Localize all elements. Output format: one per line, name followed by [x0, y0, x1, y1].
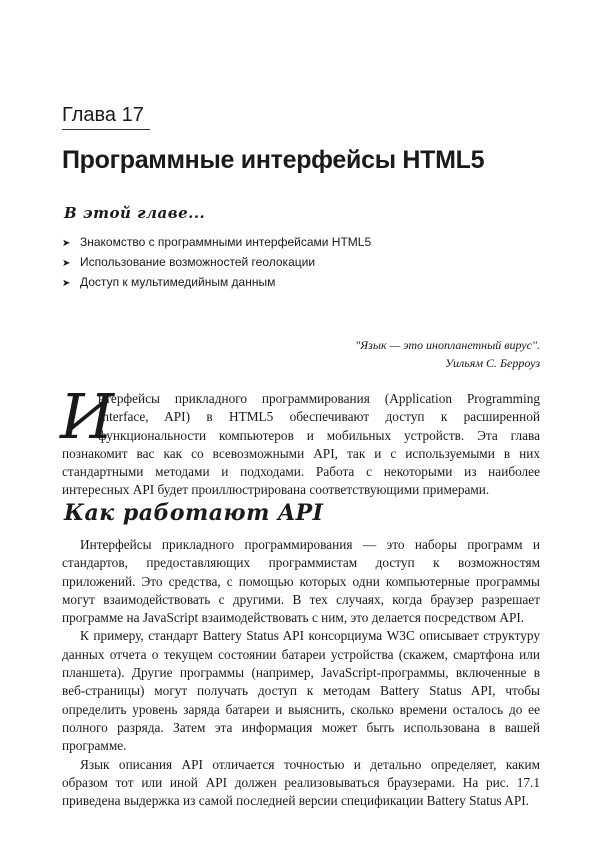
in-chapter-heading: В этой главе... — [64, 204, 206, 222]
epigraph-quote: "Язык — это инопланетный вирус". — [355, 338, 540, 352]
paragraph: К примеру, стандарт Battery Status API консорциума W3C описывает структуру данных отчета о текущем состоянии батареи устройства (скажем, смартфона или планшета). Другие программы (например, JavaScript-программы, включенные в веб-страницы) могут получать доступ к методам Battery Status API, чтобы определить уровень заряда батареи и выяснить, сколько времени осталось до ее полного разряда. Затем эта информация может быть использована в вашей программе. — [62, 628, 540, 754]
chapter-label: Глава 17 — [62, 104, 150, 130]
list-item — [62, 252, 371, 272]
chapter-title: Программные интерфейсы HTML5 — [62, 146, 485, 174]
list-item-text: Использование возможностей геолокации — [80, 255, 316, 269]
arrow-bullet-icon: ➤ — [62, 258, 71, 269]
paragraph: Язык описания API отличается точностью и детально определяет, каким образом тот или иной API должен реализовываться браузерами. На рис. 17.1 приведена выдержка из самой последней версии спецификации Battery Status API. — [62, 756, 540, 809]
intro-paragraph — [60, 380, 540, 500]
list-item — [62, 232, 371, 252]
chapter-topics-list — [62, 232, 371, 292]
arrow-bullet-icon: ➤ — [62, 238, 71, 249]
epigraph-author: Уильям С. Берроуз — [445, 356, 540, 370]
paragraph: Интерфейсы прикладного программирования — это наборы программ и стандартов, предоставляющих программистам доступ к возможностям приложений. Это средства, с помощью которых одни компьютерные программы могут взаимодействовать с другими. В тех случаях, когда браузер разрешает программе на JavaScript взаимодействовать с ним, это делается посредством API. — [62, 537, 540, 626]
list-item — [62, 272, 371, 292]
list-item-text: Доступ к мультимедийным данным — [80, 275, 276, 289]
drop-cap: И — [60, 380, 115, 453]
epigraph — [355, 336, 540, 372]
arrow-bullet-icon: ➤ — [62, 278, 71, 289]
section-heading: Как работают API — [64, 500, 324, 526]
list-item-text: Знакомство с программными интерфейсами HTML5 — [80, 235, 372, 249]
section-body — [62, 536, 540, 810]
intro-text: нтерфейсы прикладного программирования (Application Programming Interface, API) в HTML5 обеспечивают доступ к расширенной функциональности компьютеров и мобильных устройств. Эта глава познакомит вас как со всевозможными API, так и с используемыми в них стандартными методами и подходами. Работа с некоторыми из наиболее интересных API будет проиллюстрирована соответствующими примерами. — [62, 391, 540, 498]
